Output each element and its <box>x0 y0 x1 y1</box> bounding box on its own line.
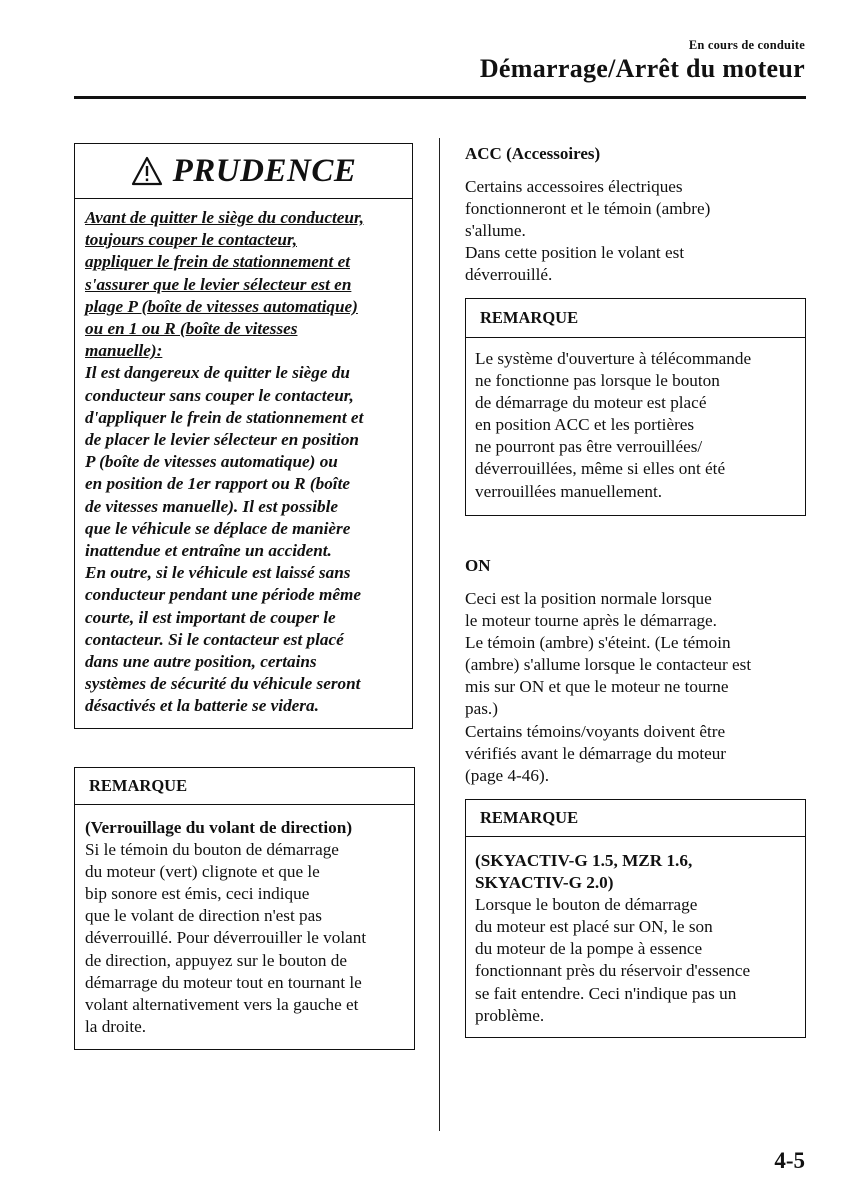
note-line: du moteur (vert) clignote et que le <box>85 862 320 882</box>
caution-line: conducteur sans couper le contacteur, <box>85 385 354 405</box>
note-line: Si le témoin du bouton de démarrage <box>85 840 339 860</box>
caution-title: PRUDENCE <box>172 152 357 189</box>
caution-line: de placer le levier sélecteur en position <box>85 430 359 450</box>
note-line: du moteur de la pompe à essence <box>475 939 703 959</box>
note-heading: REMARQUE <box>466 299 805 338</box>
note-text <box>466 338 805 503</box>
caution-text <box>75 199 412 718</box>
caution-line: dans une autre position, certains <box>85 652 317 672</box>
on-line: vérifiés avant le démarrage du moteur <box>465 743 727 763</box>
note-subheading: SKYACTIV-G 2.0) <box>475 873 614 893</box>
note-subheading: (Verrouillage du volant de direction) <box>85 818 353 837</box>
note-heading: REMARQUE <box>466 800 805 837</box>
note-line: problème. <box>475 1005 545 1025</box>
caution-line: P (boîte de vitesses automatique) ou <box>85 452 338 472</box>
caution-line: Avant de quitter le siège du conducteur, <box>85 208 364 227</box>
caution-line: que le véhicule se déplace de manière <box>85 518 351 538</box>
note-line: fonctionnant près du réservoir d'essence <box>475 961 751 981</box>
note-line: la droite. <box>85 1016 147 1036</box>
caution-line: ou en 1 ou R (boîte de vitesses <box>85 319 298 339</box>
caution-line: d'appliquer le frein de stationnement et <box>85 407 364 427</box>
header-rule <box>74 96 806 99</box>
note-fuel-pump <box>465 799 806 1038</box>
note-line: que le volant de direction n'est pas <box>85 906 322 926</box>
caution-box <box>74 143 413 729</box>
caution-line: conducteur pendant une période même <box>85 585 361 605</box>
page-title: Démarrage/Arrêt du moteur <box>479 54 805 83</box>
on-line: pas.) <box>465 699 498 719</box>
note-line: Le système d'ouverture à télécommande <box>475 349 752 368</box>
note-subheading: (SKYACTIV-G 1.5, MZR 1.6, <box>475 851 693 870</box>
page-number: 4-5 <box>774 1148 805 1173</box>
note-remote-entry <box>465 298 806 516</box>
caution-line: plage P (boîte de vitesses automatique) <box>85 296 358 316</box>
note-line: volant alternativement vers la gauche et <box>85 994 359 1014</box>
note-heading: REMARQUE <box>75 768 414 805</box>
caution-line: systèmes de sécurité du véhicule seront <box>85 674 361 694</box>
caution-line: en position de 1er rapport ou R (boîte <box>85 474 350 494</box>
note-line: de démarrage du moteur est placé <box>475 393 707 413</box>
caution-line: toujours couper le contacteur, <box>85 230 297 250</box>
on-paragraph <box>465 588 810 787</box>
acc-line: fonctionneront et le témoin (ambre) <box>465 199 711 219</box>
caution-line: désactivés et la batterie se videra. <box>85 696 319 716</box>
caution-line: manuelle): <box>85 341 163 361</box>
caution-line: s'assurer que le levier sélecteur est en <box>85 274 352 294</box>
on-line: Le témoin (ambre) s'éteint. (Le témoin <box>465 633 731 653</box>
on-line: le moteur tourne après le démarrage. <box>465 611 717 631</box>
note-steering-lock <box>74 767 415 1050</box>
acc-line: Certains accessoires électriques <box>465 177 683 196</box>
section-label: En cours de conduite <box>688 38 805 52</box>
column-divider <box>439 138 440 1131</box>
on-line: (page 4-46). <box>465 765 549 785</box>
caution-header <box>75 144 412 199</box>
caution-line: En outre, si le véhicule est laissé sans <box>85 563 351 583</box>
note-line: se fait entendre. Ceci n'indique pas un <box>475 983 737 1003</box>
caution-line: Il est dangereux de quitter le siège du <box>85 363 350 383</box>
note-line: déverrouillées, même si elles ont été <box>475 459 726 479</box>
caution-line: contacteur. Si le contacteur est placé <box>85 629 344 649</box>
note-line: bip sonore est émis, ceci indique <box>85 884 310 904</box>
warning-triangle-icon <box>131 156 163 186</box>
note-line: verrouillées manuellement. <box>475 481 663 501</box>
on-line: mis sur ON et que le moteur ne tourne <box>465 677 729 697</box>
caution-line: courte, il est important de couper le <box>85 607 336 627</box>
note-line: de direction, appuyez sur le bouton de <box>85 950 348 970</box>
caution-line: de vitesses manuelle). Il est possible <box>85 496 339 516</box>
on-line: (ambre) s'allume lorsque le contacteur est <box>465 655 752 675</box>
acc-line: déverrouillé. <box>465 265 553 285</box>
acc-heading: ACC (Accessoires) <box>465 144 601 163</box>
note-line: ne fonctionne pas lorsque le bouton <box>475 371 720 391</box>
acc-line: Dans cette position le volant est <box>465 243 685 263</box>
caution-line: appliquer le frein de stationnement et <box>85 252 350 272</box>
note-line: démarrage du moteur tout en tournant le <box>85 972 362 992</box>
note-text <box>75 805 414 1038</box>
note-line: en position ACC et les portières <box>475 415 695 435</box>
on-line: Ceci est la position normale lorsque <box>465 589 712 608</box>
note-line: du moteur est placé sur ON, le son <box>475 917 713 937</box>
note-line: ne pourront pas être verrouillées/ <box>475 437 703 457</box>
acc-line: s'allume. <box>465 221 526 241</box>
on-heading: ON <box>465 556 491 575</box>
caution-line: inattendue et entraîne un accident. <box>85 541 332 561</box>
on-line: Certains témoins/voyants doivent être <box>465 721 726 741</box>
acc-paragraph <box>465 176 810 286</box>
note-line: Lorsque le bouton de démarrage <box>475 895 698 915</box>
note-text <box>466 837 805 1027</box>
note-line: déverrouillé. Pour déverrouiller le volant <box>85 928 367 948</box>
